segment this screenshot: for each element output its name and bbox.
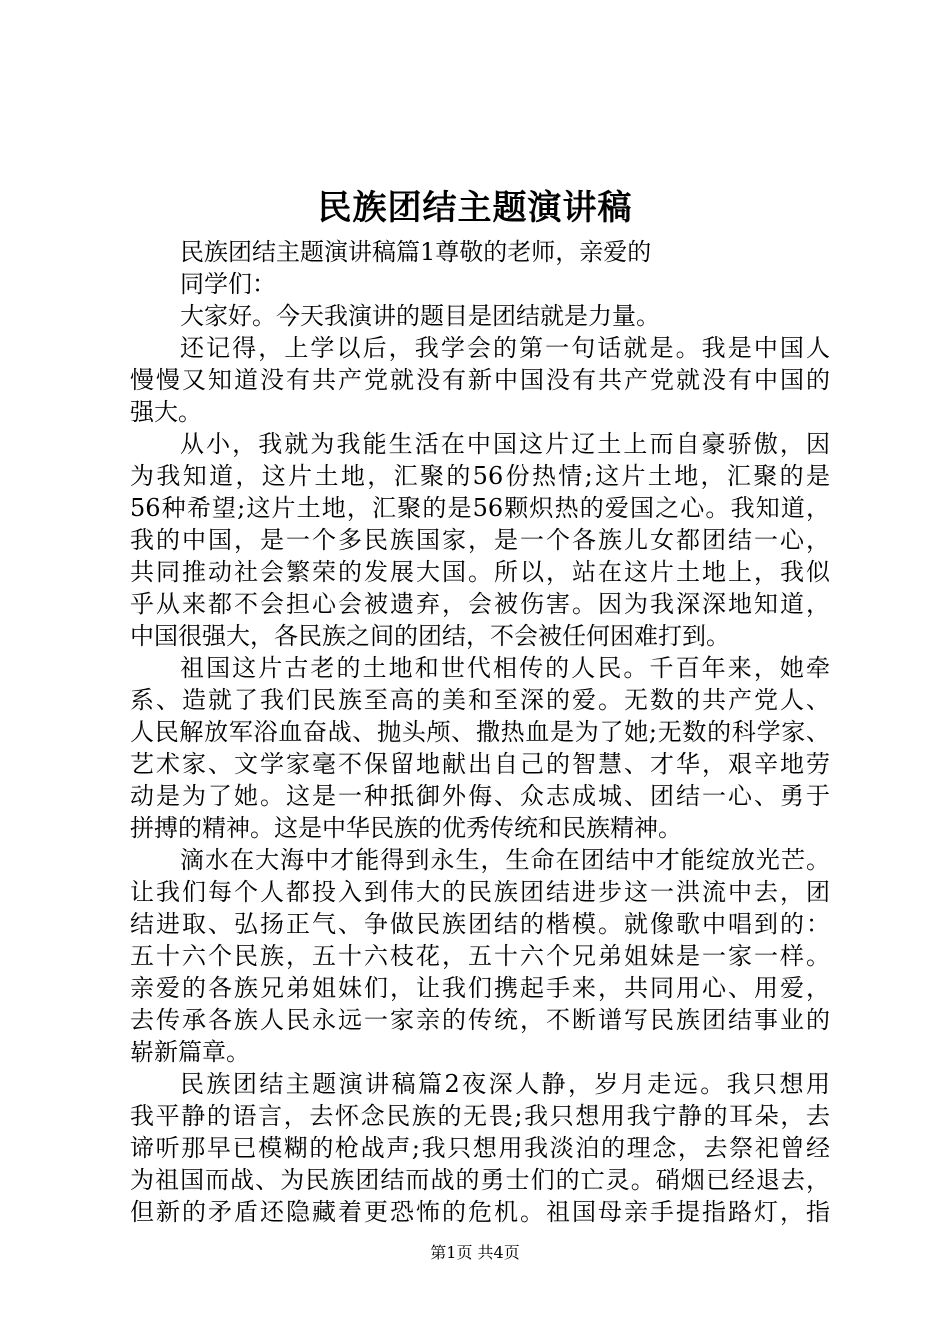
body-line: 同学们： <box>180 270 276 298</box>
body-line: 滴水在大海中才能得到永生，生命在团结中才能绽放光芒。 <box>180 846 830 874</box>
body-line: 中国很强大，各民族之间的团结，不会被任何困难打到。 <box>130 622 730 650</box>
body-line: 结进取、弘扬正气、争做民族团结的楷模。就像歌中唱到的： <box>130 910 830 938</box>
document-title: 民族团结主题演讲稿 <box>317 188 633 228</box>
body-line: 为祖国而战、为民族团结而战的勇士们的亡灵。硝烟已经退去， <box>130 1166 830 1194</box>
body-line: 从小，我就为我能生活在中国这片辽土上而自豪骄傲，因 <box>180 430 830 458</box>
body-line: 56种希望;这片土地，汇聚的是56颗炽热的爱国之心。我知道， <box>130 494 830 522</box>
body-line: 共同推动社会繁荣的发展大国。所以，站在这片土地上，我似 <box>130 558 830 586</box>
body-line: 乎从来都不会担心会被遗弃，会被伤害。因为我深深地知道， <box>130 590 830 618</box>
body-line: 动是为了她。这是一种抵御外侮、众志成城、团结一心、勇于 <box>130 782 830 810</box>
page-footer: 第1页 共4页 <box>430 1243 520 1262</box>
body-line: 人民解放军浴血奋战、抛头颅、撒热血是为了她;无数的科学家、 <box>130 718 830 746</box>
body-line: 谛听那早已模糊的枪战声;我只想用我淡泊的理念，去祭祀曾经 <box>130 1134 830 1162</box>
body-line: 我的中国，是一个多民族国家，是一个各族儿女都团结一心， <box>130 526 830 554</box>
body-line: 但新的矛盾还隐藏着更恐怖的危机。祖国母亲手提指路灯，指 <box>130 1198 830 1226</box>
body-line: 强大。 <box>130 398 202 426</box>
body-line: 崭新篇章。 <box>130 1038 250 1066</box>
body-line: 大家好。今天我演讲的题目是团结就是力量。 <box>180 302 660 330</box>
body-line: 为我知道，这片土地，汇聚的56份热情;这片土地，汇聚的是 <box>130 462 830 490</box>
body-line: 祖国这片古老的土地和世代相传的人民。千百年来，她牵 <box>180 654 830 682</box>
body-line: 五十六个民族，五十六枝花，五十六个兄弟姐妹是一家一样。 <box>130 942 830 970</box>
body-line: 民族团结主题演讲稿篇2夜深人静，岁月走远。我只想用 <box>180 1070 830 1098</box>
body-line: 艺术家、文学家毫不保留地献出自己的智慧、才华，艰辛地劳 <box>130 750 830 778</box>
body-line: 让我们每个人都投入到伟大的民族团结进步这一洪流中去，团 <box>130 878 830 906</box>
body-line: 系、造就了我们民族至高的美和至深的爱。无数的共产党人、 <box>130 686 830 714</box>
body-line: 民族团结主题演讲稿篇1尊敬的老师，亲爱的 <box>180 238 652 266</box>
body-line: 亲爱的各族兄弟姐妹们，让我们携起手来，共同用心、用爱， <box>130 974 830 1002</box>
body-line: 去传承各族人民永远一家亲的传统，不断谱写民族团结事业的 <box>130 1006 830 1034</box>
document-body <box>130 236 830 1228</box>
body-line: 慢慢又知道没有共产党就没有新中国没有共产党就没有中国的 <box>130 366 830 394</box>
body-line: 拼搏的精神。这是中华民族的优秀传统和民族精神。 <box>130 814 682 842</box>
body-line: 我平静的语言，去怀念民族的无畏;我只想用我宁静的耳朵，去 <box>130 1102 830 1130</box>
body-line: 还记得，上学以后，我学会的第一句话就是。我是中国人 <box>180 334 830 362</box>
